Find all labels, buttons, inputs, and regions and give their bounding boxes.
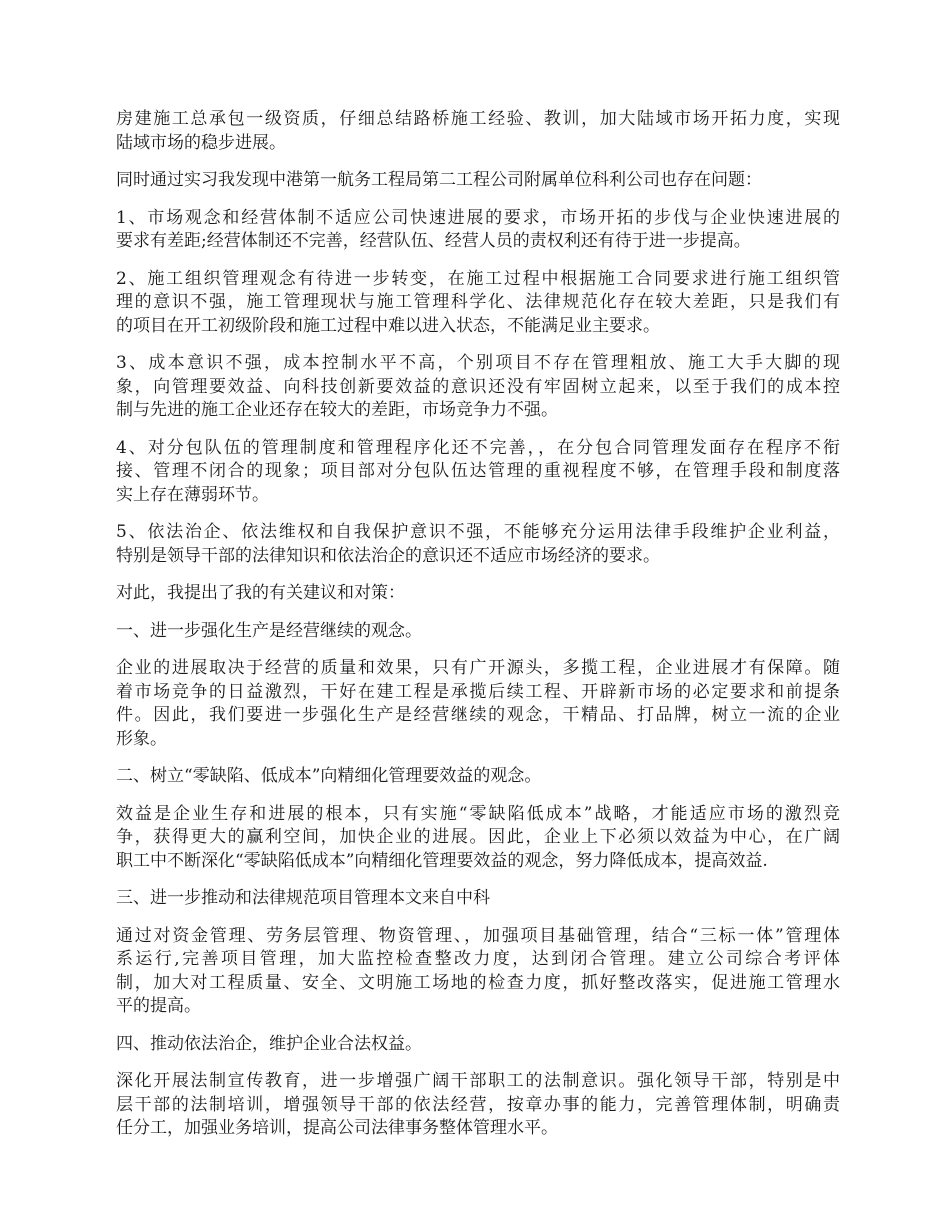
text-line: 1、市场观念和经营体制不适应公司快速进展的要求，市场开拓的步伐与企业快速进展的 [116,207,840,228]
text-line: 制与先进的施工企业还存在较大的差距，市场竞争力不强。 [116,400,558,420]
paragraph [116,1070,840,1141]
text-line: 层干部的法制培训，增强领导干部的依法经营，按章办事的能力，完善管理体制，明确责 [116,1094,840,1115]
paragraph [116,887,840,911]
document-body [116,108,840,1155]
paragraph [116,352,840,423]
text-line: 着市场竞争的日益激烈，干好在建工程是承揽后续工程、开辟新市场的必定要求和前提条 [116,681,840,702]
text-line: 对此，我提出了我的有关建议和对策： [116,583,405,603]
paragraph [116,268,840,339]
paragraph [116,521,840,568]
text-line: 接、管理不闭合的现象；项目部对分包队伍达管理的重视程度不够，在管理手段和制度落 [116,461,840,481]
paragraph [116,1033,840,1057]
text-line: 任分工，加强业务培训，提高公司法律事务整体管理水平。 [116,1118,558,1138]
text-line: 深化开展法制宣传教育，进一步增强广阔干部职工的法制意识。强化领导干部，特别是中 [116,1071,840,1091]
paragraph [116,803,840,874]
text-line: 效益是企业生存和进展的根本，只有实施“零缺陷低成本”战略，才能适应市场的激烈竞 [116,803,840,824]
text-line: 四、推动依法治企，维护企业合法权益。 [116,1033,422,1054]
text-line: 3、成本意识不强，成本控制水平不高，个别项目不存在管理粗放、施工大手大脚的现 [116,353,840,373]
paragraph [116,582,840,606]
paragraph [116,620,840,644]
paragraph [116,925,840,1019]
text-line: 二、树立“零缺陷、低成本”向精细化管理要效益的观念。 [116,766,542,786]
text-line: 的项目在开工初级阶段和施工过程中难以进入状态，不能满足业主要求。 [116,315,660,336]
text-line: 理的意识不强，施工管理现状与施工管理科学化、法律规范化存在较大差距，只是我们有 [116,292,840,312]
text-line: 陆域市场的稳步进展。 [116,132,286,153]
text-line: 4、对分包队伍的管理制度和管理程序化还不完善，，在分包合同管理发面存在程序不衔 [116,437,840,458]
text-line: 5、依法治企、依法维权和自我保护意识不强，不能够充分运用法律手段维护企业利益， [116,522,840,542]
text-line: 特别是领导干部的法律知识和依法治企的意识还不适应市场经济的要求。 [116,545,660,566]
paragraph [116,169,840,193]
text-line: 形象。 [116,728,167,749]
paragraph [116,207,840,254]
text-line: 2、施工组织管理观念有待进一步转变，在施工过程中根据施工合同要求进行施工组织管 [116,268,840,289]
text-line: 通过对资金管理、劳务层管理、物资管理、，加强项目基础管理，结合“三标一体”管理体 [116,925,840,946]
text-line: 实上存在薄弱环节。 [116,484,269,505]
text-line: 系运行,完善项目管理，加大监控检查整改力度，达到闭合管理。建立公司综合考评体 [116,949,840,969]
text-line: 三、进一步推动和法律规范项目管理本文来自中科 [116,888,490,908]
paragraph [116,108,840,155]
text-line: 同时通过实习我发现中港第一航务工程局第二工程公司附属单位科利公司也存在问题： [116,170,762,190]
text-line: 企业的进展取决于经营的质量和效果，只有广开源头，多揽工程，企业进展才有保障。随 [116,658,840,678]
text-line: 平的提高。 [116,996,201,1016]
text-line: 房建施工总承包一级资质，仔细总结路桥施工经验、教训，加大陆域市场开拓力度，实现 [116,109,840,129]
paragraph [116,657,840,751]
text-line: 件。因此，我们要进一步强化生产是经营继续的观念，干精品、打品牌，树立一流的企业 [116,705,840,725]
text-line: 象，向管理要效益、向科技创新要效益的意识还没有牢固树立起来，以至于我们的成本控 [116,376,840,397]
text-line: 一、进一步强化生产是经营继续的观念。 [116,620,422,641]
paragraph [116,765,840,789]
text-line: 制，加大对工程质量、安全、文明施工场地的检查力度，抓好整改落实，促进施工管理水 [116,972,840,993]
text-line: 职工中不断深化“零缺陷低成本”向精细化管理要效益的观念，努力降低成本，提高效益. [116,850,768,871]
text-line: 要求有差距;经营体制还不完善，经营队伍、经营人员的责权利还有待于进一步提高。 [116,231,751,251]
text-line: 争，获得更大的赢利空间，加快企业的进展。因此，企业上下必须以效益为中心，在广阔 [116,827,840,847]
paragraph [116,437,840,508]
